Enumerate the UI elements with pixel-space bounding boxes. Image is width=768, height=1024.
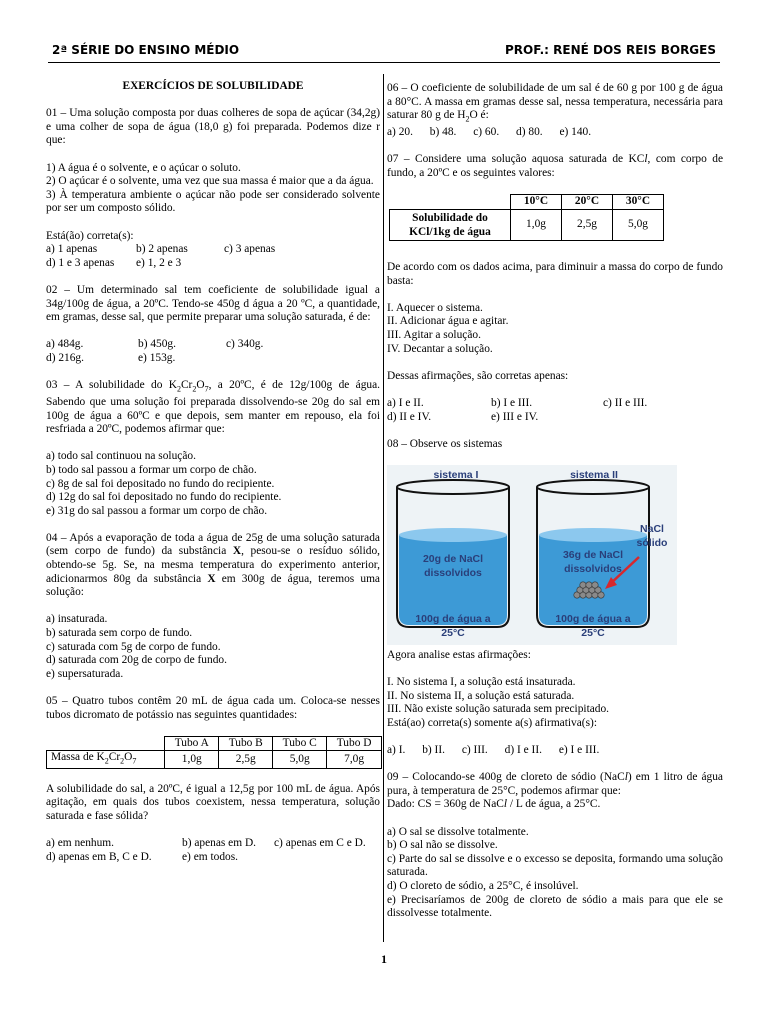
q7-header-10: 10°C	[511, 195, 562, 210]
q7-options	[387, 397, 723, 424]
sys2-content: 36g de NaCl dissolvidos	[562, 548, 624, 575]
q9-dado: Dado: CS = 360g de NaCl / L de água, a 25°C.	[387, 798, 601, 811]
q9-option-b: b) O sal não se dissolve.	[387, 839, 498, 852]
q8-option-d: d) I e II.	[504, 744, 542, 757]
q5-header-a: Tubo A	[165, 736, 219, 751]
q4-option-c: c) saturada com 5g de corpo de fundo.	[46, 640, 221, 653]
sys1-content: 20g de NaCl dissolvidos	[422, 552, 484, 579]
q6-options	[387, 126, 605, 138]
q3-options	[46, 450, 380, 518]
q1-option-d: d) 1 e 3 apenas	[46, 256, 115, 269]
q2-option-e: e) 153g.	[138, 351, 176, 364]
q4-option-a: a) insaturada.	[46, 613, 108, 626]
q4-option-b: b) saturada sem corpo de fundo.	[46, 627, 193, 640]
q7-value-30: 5,0g	[613, 210, 664, 241]
column-divider	[383, 74, 384, 942]
q7-header-20: 20°C	[562, 195, 613, 210]
q8-prompt: Está(ao) correta(s) somente a(s) afirmativa(s):	[387, 716, 597, 729]
q7-solubility-table	[389, 194, 664, 241]
q7-option-a: a) I e II.	[387, 396, 424, 409]
q2-option-d: d) 216g.	[46, 351, 84, 364]
q5-value-b: 2,5g	[219, 751, 273, 769]
q5-tubes-table	[46, 736, 382, 769]
header-grade: 2ª SÉRIE DO ENSINO MÉDIO	[52, 43, 240, 57]
q4-option-d: d) saturada com 20g de corpo de fundo.	[46, 654, 227, 667]
q9-text: 09 – Colocando-se 400g de cloreto de sódio (NaCl) em 1 litro de água pura, à temperatura de 25°C, podemos afirmar que:	[387, 771, 723, 797]
q5-value-a: 1,0g	[165, 751, 219, 769]
q3-option-d: d) 12g do sal foi depositado no fundo do recipiente.	[46, 491, 282, 504]
q5-row-label: Massa de $K_2Cr_2O_7$	[47, 751, 165, 769]
q2-option-c: c) 340g.	[226, 338, 264, 351]
q5-option-d: d) apenas em B, C e D.	[46, 850, 152, 863]
q4-option-e: e) supersaturada.	[46, 667, 124, 680]
q7-item: II. Adicionar água e agitar.	[387, 315, 509, 328]
q6-option-c: c) 60.	[473, 126, 500, 139]
q8-option-c: c) III.	[461, 744, 488, 757]
q1-option-a: a) 1 apenas	[46, 243, 98, 256]
q5-header-c: Tubo C	[273, 736, 327, 751]
q3-option-c: c) 8g de sal foi depositado no fundo do recipiente.	[46, 477, 275, 490]
q7-text2: De acordo com os dados acima, para diminuir a massa do corpo de fundo basta:	[387, 261, 723, 287]
right-column	[387, 80, 723, 921]
sys1-water: 100g de água a 25°C	[415, 612, 491, 639]
q7-option-e: e) III e IV.	[491, 410, 539, 423]
sys2-water: 100g de água a 25°C	[555, 612, 631, 639]
q8-option-a: a) I.	[387, 744, 406, 757]
q1-options	[46, 243, 380, 270]
q9-option-c: c) Parte do sal se dissolve e o excesso se deposita, formando uma solução saturada.	[387, 852, 723, 879]
sys2-title: sistema II	[570, 468, 618, 481]
q1-item: 3) À temperatura ambiente o açúcar não pode ser considerado solvente por ser um composto sólido.	[46, 188, 380, 215]
q6-option-d: d) 80.	[516, 126, 543, 139]
q7-option-c: c) II e III.	[603, 396, 648, 409]
q6-text: 06 – O coeficiente de solubilidade de um sal é de 60 g por 100 g de água a 80°C. A massa em gramas desse sal, nessa temperatura, necessária para saturar 80 g de $H_2O$ é: a) 20. b) 48. c) 60. d) 80. e) 140.	[387, 82, 723, 139]
q5-option-e: e) em todos.	[182, 850, 238, 863]
q2-option-b: b) 450g.	[138, 338, 176, 351]
q5-text: 05 – Quatro tubos contêm 20 mL de água cada um. Coloca-se nesses tubos dicromato de potássio nas seguintes quantidades:	[46, 695, 380, 721]
q6-option-b: b) 48.	[429, 126, 457, 139]
q9-options	[387, 826, 723, 921]
q1-option-b: b) 2 apenas	[136, 243, 188, 256]
q9-option-d: d) O cloreto de sódio, a 25°C, é insolúvel.	[387, 880, 579, 893]
header-teacher: PROF.: RENÉ DOS REIS BORGES	[504, 43, 716, 57]
q5-option-a: a) em nenhum.	[46, 837, 115, 850]
q7-value-10: 1,0g	[511, 210, 562, 241]
q3-text: 03 – A solubilidade do $K_2Cr_2O_7$, a 20ºC, é de 12g/100g de água. Sabendo que uma solução foi preparada dissolvendo-se 20g do sal em 100g de água a 60ºC e que depois, sem manter em repouso, ela foi resfriada a 20ºC, podemos afirmar que:	[46, 379, 380, 436]
q8-item: II. No sistema II, a solução está saturada.	[387, 689, 575, 702]
q6-option-e: e) 140.	[559, 126, 592, 139]
page-title: EXERCÍCIOS DE SOLUBILIDADE	[122, 80, 304, 92]
q3-option-b: b) todo sal passou a formar um corpo de chão.	[46, 463, 257, 476]
q1-option-c: c) 3 apenas	[224, 243, 276, 256]
q2-option-a: a) 484g.	[46, 338, 84, 351]
q8-text: 08 – Observe os sistemas	[387, 437, 503, 450]
q5-value-c: 5,0g	[273, 751, 327, 769]
q4-text: 04 – Após a evaporação de toda a água de 25g de uma solução saturada (sem corpo de fundo) da substância X, pesou-se o resíduo sólido, obtendo-se 5g. Se, na mesma temperatura do experimento anterior, adicionarmos 80g da substância X em 300g de água, teremos uma solução:	[46, 531, 380, 599]
q8-options	[387, 744, 723, 758]
q7-item: IV. Decantar a solução.	[387, 342, 493, 355]
q2-options	[46, 338, 380, 365]
solid-label: NaCl sólido	[636, 522, 668, 549]
sys1-title: sistema I	[433, 468, 479, 481]
q3-option-e: e) 31g do sal passou a formar um corpo de chão.	[46, 504, 268, 517]
q6-option-a: a) 20.	[387, 126, 413, 139]
q1-prompt: Está(ão) correta(s):	[46, 229, 134, 242]
q7-header-30: 30°C	[613, 195, 664, 210]
q5-option-c: c) apenas em C e D.	[274, 837, 366, 850]
q8-option-e: e) I e III.	[558, 744, 600, 757]
q7-statements	[387, 302, 723, 356]
q7-prompt: Dessas afirmações, são corretas apenas:	[387, 369, 569, 382]
page-number: 1	[381, 952, 387, 966]
q1-text: 01 – Uma solução composta por duas colheres de sopa de açúcar (34,2g) e uma colher de sopa de água (18,0 g) foi preparada. Podemos dize r que:	[46, 107, 380, 147]
q5-header-d: Tubo D	[327, 736, 382, 751]
q1-item: 1) A água é o solvente, e o açúcar o soluto.	[46, 161, 241, 174]
page-header	[48, 40, 720, 63]
q7-text: 07 – Considere uma solução aquosa saturada de KCl, com corpo de fundo, a 20ºC e os seguintes valores:	[387, 153, 723, 179]
q8-systems-figure	[387, 465, 677, 645]
q7-item: III. Agitar a solução.	[387, 329, 481, 341]
q5-options	[46, 837, 380, 864]
q5-text2: A solubilidade do sal, a 20ºC, é igual a 12,5g por 100 mL de água. Após agitação, em quais dos tubos coexistem, nessa temperatura, solução saturada e fase sólida?	[46, 782, 380, 823]
q8-text2: Agora analise estas afirmações:	[387, 648, 531, 661]
q9-option-e: e) Precisaríamos de 200g de cloreto de sódio a mais para que ele se dissolvesse totalmente.	[387, 893, 723, 920]
q7-item: I. Aquecer o sistema.	[387, 301, 483, 314]
q7-row-label: Solubilidade do KCl/1kg de água	[390, 210, 511, 241]
q7-value-20: 2,5g	[562, 210, 613, 241]
q3-option-a: a) todo sal continuou na solução.	[46, 450, 196, 463]
q4-options	[46, 613, 380, 681]
q7-option-b: b) I e III.	[491, 396, 533, 409]
q7-option-d: d) II e IV.	[387, 410, 432, 423]
q5-option-b: b) apenas em D.	[182, 837, 257, 850]
left-column	[46, 80, 380, 864]
q8-item: I. No sistema I, a solução está insaturada.	[387, 676, 576, 689]
q8-option-b: b) II.	[422, 744, 445, 757]
q1-statements	[46, 162, 380, 216]
q5-header-b: Tubo B	[219, 736, 273, 751]
q8-statements	[387, 676, 723, 717]
q8-item: III. Não existe solução saturada sem precipitado.	[387, 703, 610, 716]
q5-value-d: 7,0g	[327, 751, 382, 769]
q2-text: 02 – Um determinado sal tem coeficiente de solubilidade igual a 34g/100g de água, a 20ºC. Tendo-se 450g d água a 20 ºC, a quantidade, em gramas, desse sal, que permite preparar uma solução saturada, é de:	[46, 283, 380, 324]
q1-item: 2) O açúcar é o solvente, uma vez que sua massa é maior que a da água.	[46, 175, 374, 188]
q1-option-e: e) 1, 2 e 3	[136, 256, 182, 269]
q9-option-a: a) O sal se dissolve totalmente.	[387, 825, 529, 838]
